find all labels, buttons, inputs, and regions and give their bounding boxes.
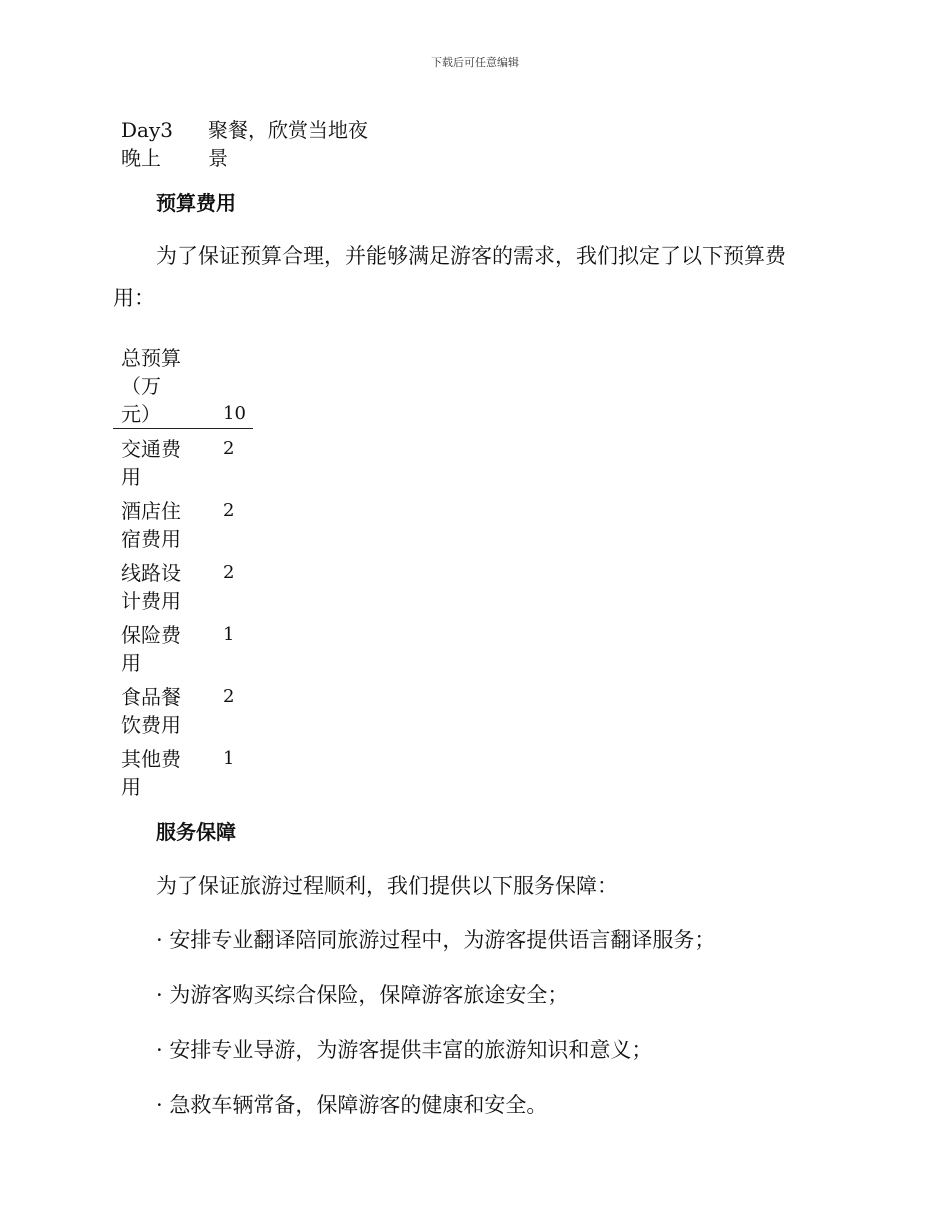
budget-item-value: 2 <box>223 562 235 583</box>
budget-item-value: 2 <box>223 438 235 459</box>
page-header: 下载后可任意编辑 <box>431 56 519 69</box>
budget-item-label: 交通费 用 <box>121 437 181 489</box>
service-bullet: · 安排专业翻译陪同旅游过程中，为游客提供语言翻译服务； <box>156 928 716 952</box>
budget-item-value: 2 <box>223 500 235 521</box>
service-bullet: · 为游客购买综合保险，保障游客旅途安全； <box>156 983 569 1007</box>
budget-table-header <box>113 344 253 429</box>
service-heading: 服务保障 <box>156 820 236 844</box>
schedule-day: Day3 晚上 <box>121 118 173 170</box>
table-row <box>113 745 253 801</box>
budget-total-label: 总预算 （万 元） <box>121 346 181 426</box>
budget-item-label: 保险费 用 <box>121 623 181 675</box>
table-row <box>113 435 253 491</box>
budget-item-value: 1 <box>223 748 235 769</box>
budget-table <box>113 344 253 801</box>
table-row <box>113 497 253 553</box>
budget-total-value: 10 <box>223 403 246 424</box>
table-row <box>113 683 253 739</box>
table-row <box>113 621 253 677</box>
service-bullet: · 安排专业导游，为游客提供丰富的旅游知识和意义； <box>156 1038 653 1062</box>
budget-intro-line1: 为了保证预算合理，并能够满足游客的需求，我们拟定了以下预算费 <box>156 244 786 268</box>
budget-item-value: 1 <box>223 624 235 645</box>
budget-heading: 预算费用 <box>156 191 236 215</box>
budget-item-label: 酒店住 宿费用 <box>121 499 181 551</box>
service-bullet: · 急救车辆常备，保障游客的健康和安全。 <box>156 1093 548 1117</box>
table-row <box>113 559 253 615</box>
budget-intro-line2: 用： <box>113 286 155 310</box>
budget-item-label: 其他费 用 <box>121 747 181 799</box>
budget-item-label: 食品餐 饮费用 <box>121 685 181 737</box>
budget-item-value: 2 <box>223 686 235 707</box>
service-intro: 为了保证旅游过程顺利，我们提供以下服务保障： <box>156 874 618 898</box>
schedule-activity: 聚餐，欣赏当地夜 景 <box>208 118 368 170</box>
budget-item-label: 线路设 计费用 <box>121 561 181 613</box>
